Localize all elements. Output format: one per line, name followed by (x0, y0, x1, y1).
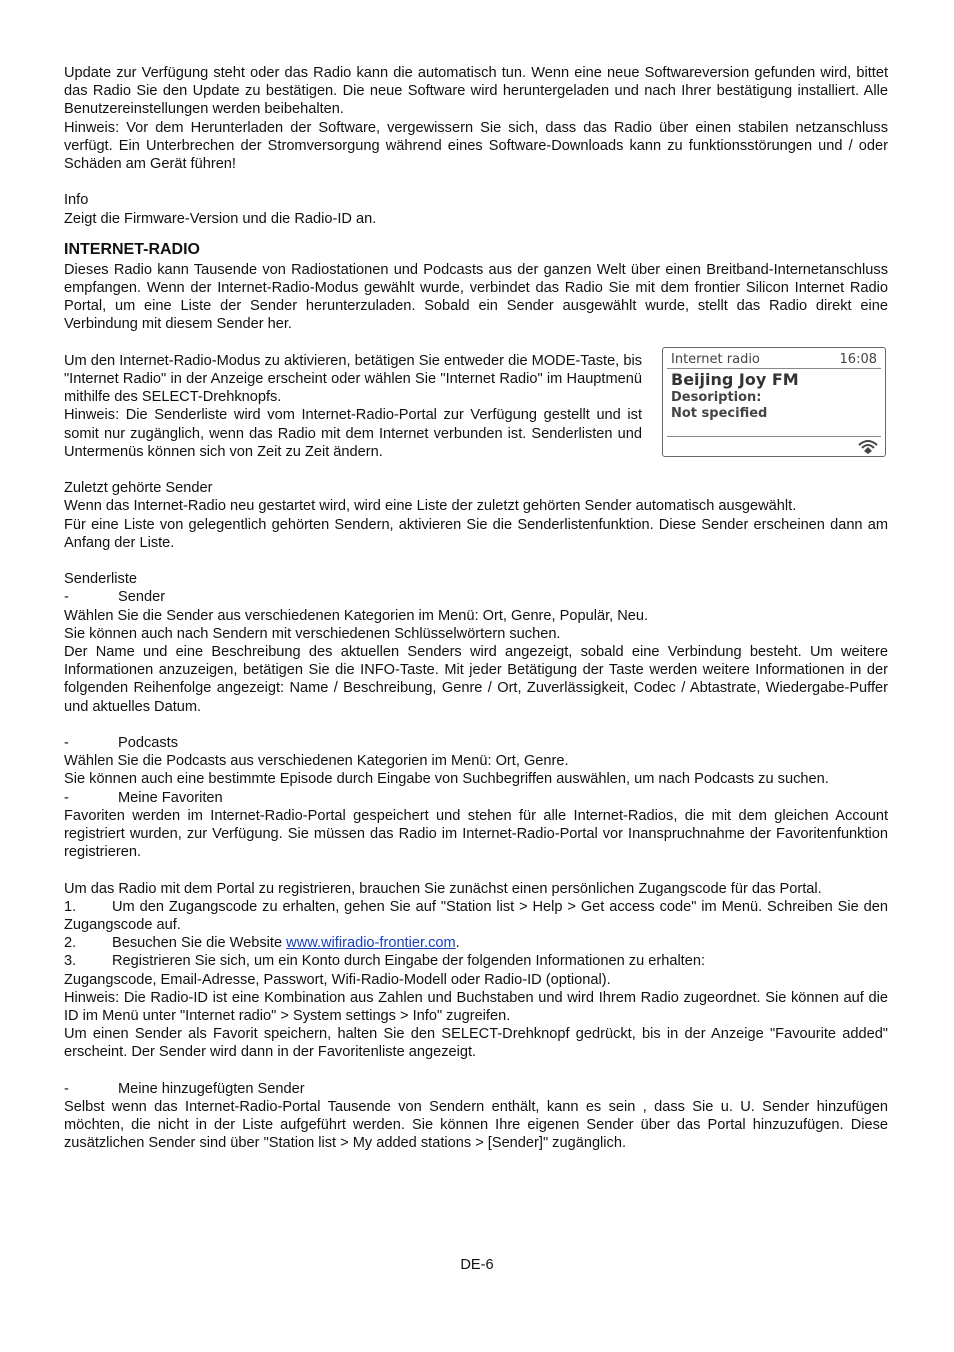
step-3-text: Registrieren Sie sich, um ein Konto durch Eingabe der folgenden Informationen zu erhalten: (112, 953, 706, 970)
dash-marker: - (64, 789, 69, 806)
website-link[interactable]: www.wifiradio-frontier.com (286, 935, 456, 952)
section-heading: INTERNET-RADIO (64, 240, 200, 258)
display-mode: Internet radio (671, 351, 760, 367)
register-step-2 (64, 934, 888, 952)
favorites-text: Favoriten werden im Internet-Radio-Portal gespeichert und stehen für alle Internet-Radios, die mit dem gleichen Account registriert wurden, zur Verfügung. Sie müssen das Radio im Internet-Radio-Portal vor Inanspruchnahme der Favoritenfunktion registrieren. (64, 807, 888, 861)
info-text: Zeigt die Firmware-Version und die Radio-ID an. (64, 210, 377, 227)
intro-paragraph: Update zur Verfügung steht oder das Radio kann die automatisch tun. Wenn eine neue Softwareversion gefunden wird, bittet das Radio Sie den Update zu bestätigen. Die neue Software wird heruntergeladen und nach Ihrer bestätigung installiert. Alle Benutzereinstellungen werden beibehalten. (64, 65, 888, 118)
register-note: Hinweis: Die Radio-ID ist eine Kombination aus Zahlen und Buchstaben und wird Ihrem Radio zugeordnet. Sie können auf die ID im Menü unter "Internet radio" > System settings > Info" zugreifen. (64, 989, 888, 1025)
register-intro: Um das Radio mit dem Portal zu registrieren, brauchen Sie zunächst einen persönlichen Zugangscode für das Portal. (64, 880, 822, 897)
step-number: 2. (64, 935, 77, 952)
sender-text-3: Der Name und eine Beschreibung des aktuellen Senders wird angezeigt, sobald eine Verbindung besteht. Um weitere Informationen anzuzeigen, betätigen Sie die INFO-Taste. Mit jeder Betätigung der Taste werden weitere Informationen in der folgenden Reihenfolge angezeigt: Name / Beschreibung, Genre / Ort, Zuverlässigkeit, Codec / Abtastrate, Wiedergabe-Puffer und aktuelles Datum. (64, 644, 888, 715)
display-description-label: Desoription: (671, 389, 762, 405)
step-number: 3. (64, 953, 77, 970)
radio-display (662, 347, 886, 457)
favorite-save-text: Um einen Sender als Favorit speichern, halten Sie den SELECT-Drehknopf gedrückt, bis in der Anzeige "Favourite added" erscheint. Der Sender wird dann in der Favoritenliste angezeigt. (64, 1026, 888, 1061)
register-step-1 (64, 898, 888, 934)
added-title: Meine hinzugefügten Sender (118, 1080, 305, 1097)
page-number: DE-6 (460, 1257, 494, 1273)
list-item-sender (64, 588, 888, 606)
dash-marker: - (64, 589, 69, 606)
register-step-3-detail: Zugangscode, Email-Adresse, Passwort, Wifi-Radio-Modell oder Radio-ID (optional). (64, 971, 611, 988)
list-item-added (64, 1080, 888, 1098)
dash-marker: - (64, 1080, 69, 1097)
page-content (64, 64, 888, 1153)
podcasts-title: Podcasts (118, 735, 179, 752)
step-2-prefix: Besuchen Sie die Website (112, 935, 287, 952)
podcasts-text-2: Sie können auch eine bestimmte Episode durch Eingabe von Suchbegriffen auswählen, um nach Podcasts zu suchen. (64, 771, 829, 788)
step-1-text: Um den Zugangscode zu erhalten, gehen Sie auf "Station list > Help > Get access code" im Menü. Schreiben Sie den Zugangscode auf. (64, 898, 888, 934)
recent-text-2: Für eine Liste von gelegentlich gehörten Sendern, aktivieren Sie die Senderlistenfunktion. Diese Sender erscheinen dann am Anfang der Liste. (64, 516, 888, 551)
sender-text-2: Sie können auch nach Sendern mit verschiedenen Schlüsselwörtern suchen. (64, 625, 561, 642)
mode-block (64, 352, 888, 461)
step-2-suffix: . (455, 935, 460, 952)
podcasts-text-1: Wählen Sie die Podcasts aus verschiedenen Kategorien im Menü: Ort, Genre. (64, 753, 569, 770)
section-intro: Dieses Radio kann Tausende von Radiostationen und Podcasts aus der ganzen Welt über einen Breitband-Internetanschluss empfangen. Wenn der Internet-Radio-Modus gewählt wurde, verbindet das Radio Sie mit dem frontier Silicon Internet Radio Portal, um eine Liste der Sender herunterzuladen. Sobald ein Sender ausgewählt wurde, stellt das Radio direkt eine Verbindung mit diesem Sender her. (64, 261, 888, 333)
sender-title: Sender (118, 589, 166, 606)
dash-marker: - (64, 735, 69, 752)
list-title: Senderliste (64, 571, 138, 588)
register-step-3 (64, 952, 888, 970)
favorites-title: Meine Favoriten (118, 789, 223, 806)
recent-text-1: Wenn das Internet-Radio neu gestartet wird, wird eine Liste der zuletzt gehörten Sender automatisch ausgewählt. (64, 498, 797, 515)
mode-note: Hinweis: Die Senderliste wird vom Internet-Radio-Portal zur Verfügung gestellt und ist somit nur zugänglich, wenn das Radio mit dem Internet verbunden ist. Senderlisten und Untermenüs können sich von Zeit zu Zeit ändern. (64, 407, 642, 460)
recent-title: Zuletzt gehörte Sender (64, 480, 213, 497)
display-description-value: Not specified (671, 405, 768, 421)
intro-note: Hinweis: Vor dem Herunterladen der Software, vergewissern Sie sich, dass das Radio über einen stabilen netzanschluss verfügt. Ein Unterbrechen der Stromversorgung während eines Software-Downloads kann zu funktionsstörungen und / oder Schäden am Gerät führen! (64, 119, 888, 173)
sender-text-1: Wählen Sie die Sender aus verschiedenen Kategorien im Menü: Ort, Genre, Populär, Neu. (64, 607, 649, 624)
step-number: 1. (64, 898, 77, 915)
display-station: Beijing Joy FM (671, 369, 799, 389)
display-time: 16:08 (839, 351, 877, 367)
wifi-icon (857, 438, 879, 454)
added-text: Selbst wenn das Internet-Radio-Portal Tausende von Sendern enthält, kann es sein , dass Sie u. U. Sender hinzufügen möchten, die nicht in der Liste aufgeführt werden. Sie können Ihre eigenen Sender über das Portal hinzuzufügen. Diese zusätzlichen Sender sind über "Station list > My added stations > [Sender]" zugänglich. (64, 1099, 888, 1152)
info-title: Info (64, 192, 89, 209)
list-item-podcasts (64, 734, 888, 752)
mode-activation-text: Um den Internet-Radio-Modus zu aktivieren, betätigen Sie entweder die MODE-Taste, bis "Internet Radio" in der Anzeige erscheint oder wählen Sie "Internet Radio" im Hauptmenü mithilfe des SELECT-Drehknopfs. (64, 352, 642, 406)
list-item-favorites (64, 789, 888, 807)
